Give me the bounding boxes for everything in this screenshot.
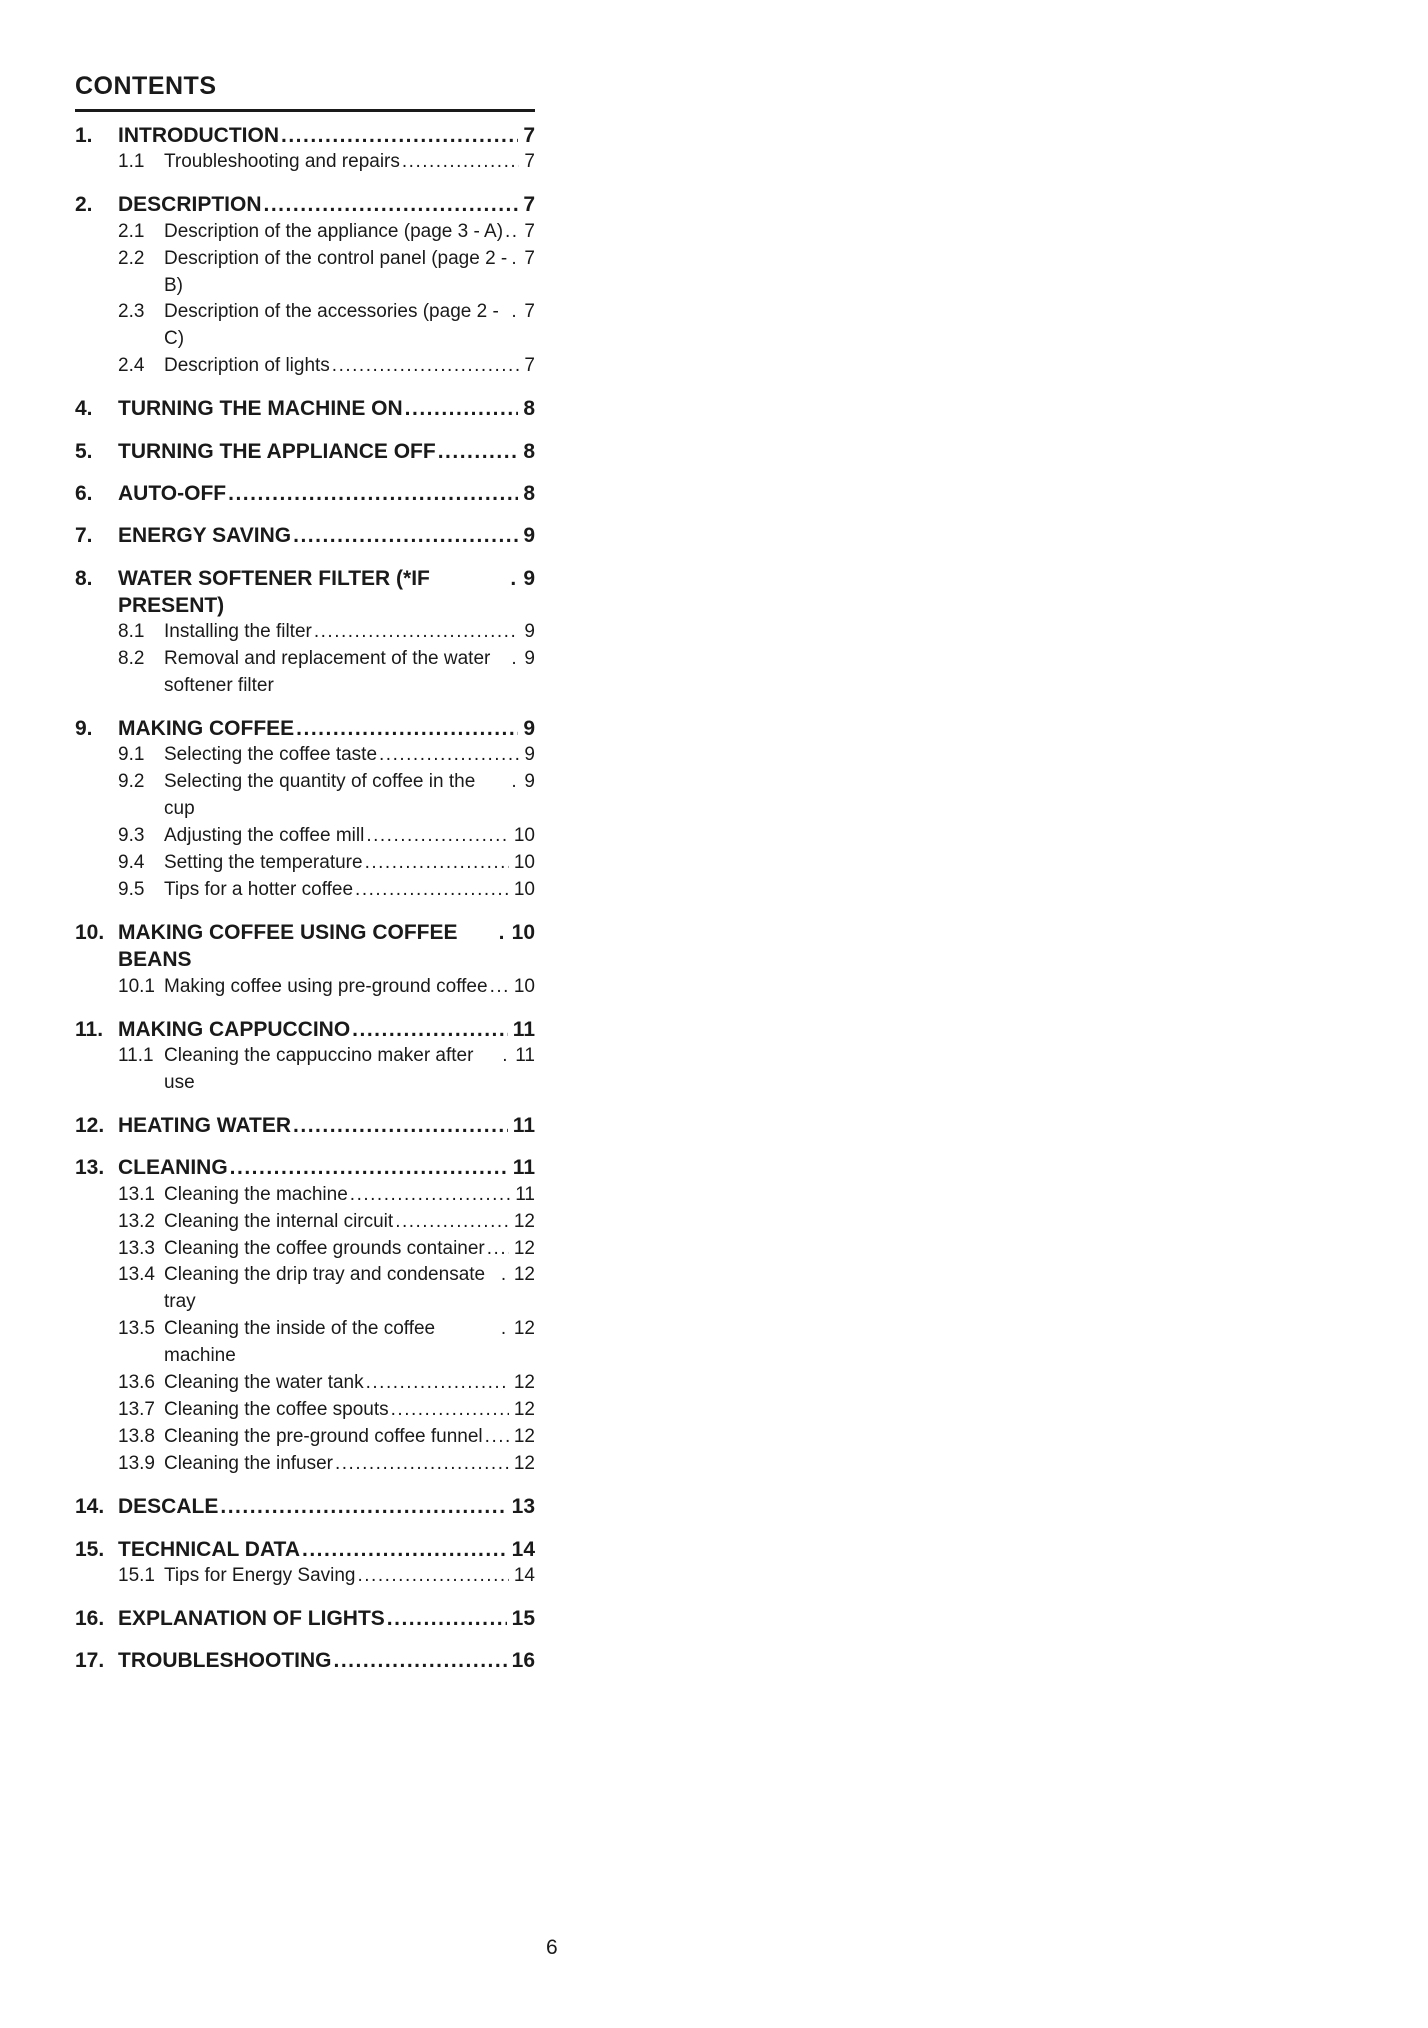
entry-number: 14. xyxy=(75,1495,105,1519)
entry-title: EXPLANATION OF LIGHTS xyxy=(118,1606,385,1630)
dot-leader xyxy=(264,191,519,218)
entry-number: 2. xyxy=(75,193,93,217)
dot-leader xyxy=(228,480,518,507)
entry-page: 11 xyxy=(515,1045,535,1067)
entry-page: 11 xyxy=(512,1113,535,1137)
dot-leader xyxy=(405,395,519,422)
entry-number: 1.1 xyxy=(118,151,145,173)
entry-number: 16. xyxy=(75,1606,105,1630)
entry-page: 12 xyxy=(513,1426,535,1448)
toc-main-entry xyxy=(75,1493,535,1520)
entry-title: Selecting the quantity of coffee in the cup xyxy=(164,771,476,820)
dot-leader xyxy=(350,1182,510,1209)
entry-number: 15.1 xyxy=(118,1564,155,1586)
entry-title: Cleaning the pre-ground coffee funnel xyxy=(164,1426,483,1448)
entry-title: Cleaning the inside of the coffee machine xyxy=(164,1318,436,1367)
toc-sub-entry xyxy=(75,1316,535,1370)
dot-leader xyxy=(358,1563,509,1590)
entry-page: 11 xyxy=(512,1156,535,1180)
toc-main-entry xyxy=(75,438,535,465)
entry-number: 10. xyxy=(75,921,105,945)
entry-title: Cleaning the infuser xyxy=(164,1453,333,1475)
entry-title: Description of the accessories (page 2 - C) xyxy=(164,301,499,350)
entry-number: 9.5 xyxy=(118,879,145,901)
entry-number: 13.9 xyxy=(118,1453,155,1475)
entry-number: 2.4 xyxy=(118,355,145,377)
dot-leader xyxy=(314,619,520,646)
dot-leader xyxy=(490,974,509,1001)
entry-page: 9 xyxy=(524,621,535,643)
entry-page: 12 xyxy=(513,1372,535,1394)
dot-leader xyxy=(438,438,519,465)
entry-number: 13.4 xyxy=(118,1264,155,1286)
toc-sub-entry xyxy=(75,619,535,646)
toc-sub-entry xyxy=(75,974,535,1001)
toc-sub-entry xyxy=(75,1262,535,1316)
entry-title: Making coffee using pre-ground coffee xyxy=(164,975,488,997)
dot-leader xyxy=(302,1536,507,1563)
dot-leader xyxy=(230,1154,508,1181)
toc-main-entry xyxy=(75,1112,535,1139)
dot-leader xyxy=(391,1397,509,1424)
entry-number: 13.7 xyxy=(118,1399,155,1421)
entry-page: 12 xyxy=(513,1399,535,1421)
toc-sub-entry xyxy=(75,769,535,823)
entry-number: 9. xyxy=(75,717,93,741)
entry-title: Cleaning the coffee spouts xyxy=(164,1399,389,1421)
entry-page: 10 xyxy=(511,921,535,945)
toc-sub-entry xyxy=(75,299,535,353)
dot-leader xyxy=(395,1209,509,1236)
table-of-contents xyxy=(75,72,535,1674)
entry-title: Adjusting the coffee mill xyxy=(164,825,365,847)
entry-page: 7 xyxy=(524,151,535,173)
entry-page: 7 xyxy=(523,193,535,217)
entry-number: 8. xyxy=(75,566,93,590)
entry-page: 16 xyxy=(511,1649,535,1673)
entry-number: 13.3 xyxy=(118,1237,155,1259)
dot-leader xyxy=(501,1316,509,1343)
entry-number: 6. xyxy=(75,481,93,505)
dot-leader xyxy=(402,149,520,176)
entry-title: Selecting the coffee taste xyxy=(164,744,378,766)
entry-number: 13.6 xyxy=(118,1372,155,1394)
dot-leader xyxy=(332,353,520,380)
toc-sub-entry xyxy=(75,1236,535,1263)
toc-sub-entry xyxy=(75,1451,535,1478)
toc-sub-entry xyxy=(75,1563,535,1590)
entry-page: 9 xyxy=(523,717,535,741)
entry-page: 10 xyxy=(513,852,535,874)
entry-title: MAKING COFFEE USING COFFEE BEANS xyxy=(118,921,458,972)
toc-main-entry xyxy=(75,715,535,742)
entry-title: Removal and replacement of the water softener filter xyxy=(164,648,491,697)
entry-number: 17. xyxy=(75,1649,105,1673)
entry-number: 12. xyxy=(75,1113,105,1137)
toc-main-entry xyxy=(75,919,535,974)
toc-main-entry xyxy=(75,565,535,620)
entry-number: 7. xyxy=(75,524,93,548)
dot-leader xyxy=(220,1493,506,1520)
dot-leader xyxy=(511,646,519,673)
dot-leader xyxy=(355,877,509,904)
dot-leader xyxy=(293,1112,508,1139)
dot-leader xyxy=(334,1647,507,1674)
entry-number: 10.1 xyxy=(118,975,155,997)
entry-page: 7 xyxy=(524,301,535,323)
entry-title: WATER SOFTENER FILTER (*IF PRESENT) xyxy=(118,566,430,617)
entry-number: 13.2 xyxy=(118,1210,155,1232)
entry-title: MAKING CAPPUCCINO xyxy=(118,1017,351,1041)
entry-page: 12 xyxy=(513,1264,535,1286)
entry-title: Cleaning the coffee grounds container xyxy=(164,1237,485,1259)
toc-main-entry xyxy=(75,480,535,507)
toc-sub-entry xyxy=(75,246,535,300)
entry-title: Cleaning the internal circuit xyxy=(164,1210,394,1232)
entry-title: Tips for a hotter coffee xyxy=(164,879,354,901)
entry-page: 12 xyxy=(513,1453,535,1475)
entry-title: Cleaning the machine xyxy=(164,1183,348,1205)
entry-page: 11 xyxy=(512,1017,535,1041)
dot-leader xyxy=(511,769,519,796)
toc-sub-entry xyxy=(75,823,535,850)
entry-page: 12 xyxy=(513,1210,535,1232)
toc-main-entry xyxy=(75,1605,535,1632)
entry-page: 14 xyxy=(511,1537,535,1561)
dot-leader xyxy=(502,1043,510,1070)
entry-number: 15. xyxy=(75,1537,105,1561)
entry-page: 8 xyxy=(523,439,535,463)
entry-title: Description of lights xyxy=(164,355,330,377)
entry-page: 11 xyxy=(515,1183,535,1205)
toc-sub-entry xyxy=(75,1182,535,1209)
toc-sub-entry xyxy=(75,1424,535,1451)
dot-leader xyxy=(365,850,509,877)
entry-title: Cleaning the drip tray and condensate tray xyxy=(164,1264,486,1313)
entry-page: 9 xyxy=(524,648,535,670)
toc-sub-entry xyxy=(75,850,535,877)
entry-title: Description of the control panel (page 2 - B) xyxy=(164,247,508,296)
entry-page: 8 xyxy=(523,481,535,505)
entry-title: Cleaning the cappuccino maker after use xyxy=(164,1045,474,1093)
entry-title: TURNING THE APPLIANCE OFF xyxy=(118,439,436,463)
toc-main-entry xyxy=(75,191,535,218)
toc-sub-entry xyxy=(75,149,535,176)
entry-page: 14 xyxy=(513,1564,535,1586)
dot-leader xyxy=(366,1370,509,1397)
entry-page: 7 xyxy=(524,247,535,269)
entry-number: 13.5 xyxy=(118,1318,155,1340)
dot-leader xyxy=(293,522,518,549)
entry-title: CLEANING xyxy=(118,1156,228,1180)
dot-leader xyxy=(296,715,518,742)
dot-leader xyxy=(499,919,507,946)
entry-number: 9.1 xyxy=(118,744,145,766)
entry-number: 13. xyxy=(75,1156,105,1180)
entry-page: 10 xyxy=(513,975,535,997)
toc-main-entry xyxy=(75,522,535,549)
entry-title: TROUBLESHOOTING xyxy=(118,1649,332,1673)
entry-title: Troubleshooting and repairs xyxy=(164,151,400,173)
dot-leader xyxy=(281,122,518,149)
toc-sub-entry xyxy=(75,219,535,246)
toc-main-entry xyxy=(75,1016,535,1043)
toc-sub-entry xyxy=(75,1209,535,1236)
entry-title: HEATING WATER xyxy=(118,1113,292,1137)
entry-number: 9.3 xyxy=(118,825,145,847)
toc-sub-entry xyxy=(75,1043,535,1097)
dot-leader xyxy=(501,1262,509,1289)
entry-page: 9 xyxy=(524,744,535,766)
entry-page: 7 xyxy=(524,355,535,377)
dot-leader xyxy=(379,742,519,769)
toc-main-entry xyxy=(75,1154,535,1181)
dot-leader xyxy=(487,1236,509,1263)
entry-number: 9.4 xyxy=(118,852,145,874)
entry-title: Installing the filter xyxy=(164,621,312,643)
entry-number: 2.3 xyxy=(118,301,145,323)
toc-list xyxy=(75,122,535,1674)
entry-page: 13 xyxy=(511,1495,535,1519)
heading-rule xyxy=(75,109,535,112)
toc-sub-entry xyxy=(75,646,535,700)
dot-leader xyxy=(485,1424,509,1451)
entry-number: 9.2 xyxy=(118,771,145,793)
entry-number: 8.1 xyxy=(118,621,145,643)
dot-leader xyxy=(511,246,519,273)
entry-number: 4. xyxy=(75,397,93,421)
entry-page: 12 xyxy=(513,1318,535,1340)
footer-page-number: 6 xyxy=(546,1936,558,1959)
entry-title: AUTO-OFF xyxy=(118,481,227,505)
entry-title: ENERGY SAVING xyxy=(118,524,292,548)
entry-number: 11.1 xyxy=(118,1045,154,1067)
dot-leader xyxy=(352,1016,508,1043)
entry-number: 11. xyxy=(75,1017,104,1041)
toc-sub-entry xyxy=(75,742,535,769)
entry-page: 7 xyxy=(524,220,535,242)
entry-page: 9 xyxy=(523,566,535,590)
toc-sub-entry xyxy=(75,353,535,380)
contents-heading: CONTENTS xyxy=(75,72,217,100)
toc-main-entry xyxy=(75,122,535,149)
entry-number: 13.1 xyxy=(118,1183,155,1205)
dot-leader xyxy=(387,1605,507,1632)
toc-sub-entry xyxy=(75,1397,535,1424)
toc-sub-entry xyxy=(75,1370,535,1397)
entry-number: 13.8 xyxy=(118,1426,155,1448)
entry-title: Description of the appliance (page 3 - A) xyxy=(164,220,504,242)
dot-leader xyxy=(510,565,518,592)
entry-page: 10 xyxy=(513,825,535,847)
toc-sub-entry xyxy=(75,877,535,904)
entry-number: 1. xyxy=(75,124,93,147)
entry-number: 8.2 xyxy=(118,648,145,670)
entry-number: 2.1 xyxy=(118,220,145,242)
entry-title: DESCRIPTION xyxy=(118,193,262,217)
entry-page: 12 xyxy=(513,1237,535,1259)
entry-title: TECHNICAL DATA xyxy=(118,1537,300,1561)
entry-page: 7 xyxy=(523,124,535,147)
dot-leader xyxy=(335,1451,509,1478)
entry-page: 8 xyxy=(523,397,535,421)
dot-leader xyxy=(511,299,519,326)
toc-main-entry xyxy=(75,1647,535,1674)
entry-title: DESCALE xyxy=(118,1495,219,1519)
entry-number: 2.2 xyxy=(118,247,145,269)
dot-leader xyxy=(505,219,519,246)
entry-page: 15 xyxy=(511,1606,535,1630)
entry-title: INTRODUCTION xyxy=(118,124,279,147)
entry-title: Setting the temperature xyxy=(164,852,363,874)
toc-main-entry xyxy=(75,395,535,422)
entry-page: 9 xyxy=(524,771,535,793)
entry-title: MAKING COFFEE xyxy=(118,717,295,741)
entry-title: TURNING THE MACHINE ON xyxy=(118,397,403,421)
dot-leader xyxy=(366,823,509,850)
entry-page: 9 xyxy=(523,524,535,548)
entry-page: 10 xyxy=(513,879,535,901)
entry-title: Cleaning the water tank xyxy=(164,1372,364,1394)
entry-title: Tips for Energy Saving xyxy=(164,1564,356,1586)
toc-main-entry xyxy=(75,1536,535,1563)
entry-number: 5. xyxy=(75,439,93,463)
